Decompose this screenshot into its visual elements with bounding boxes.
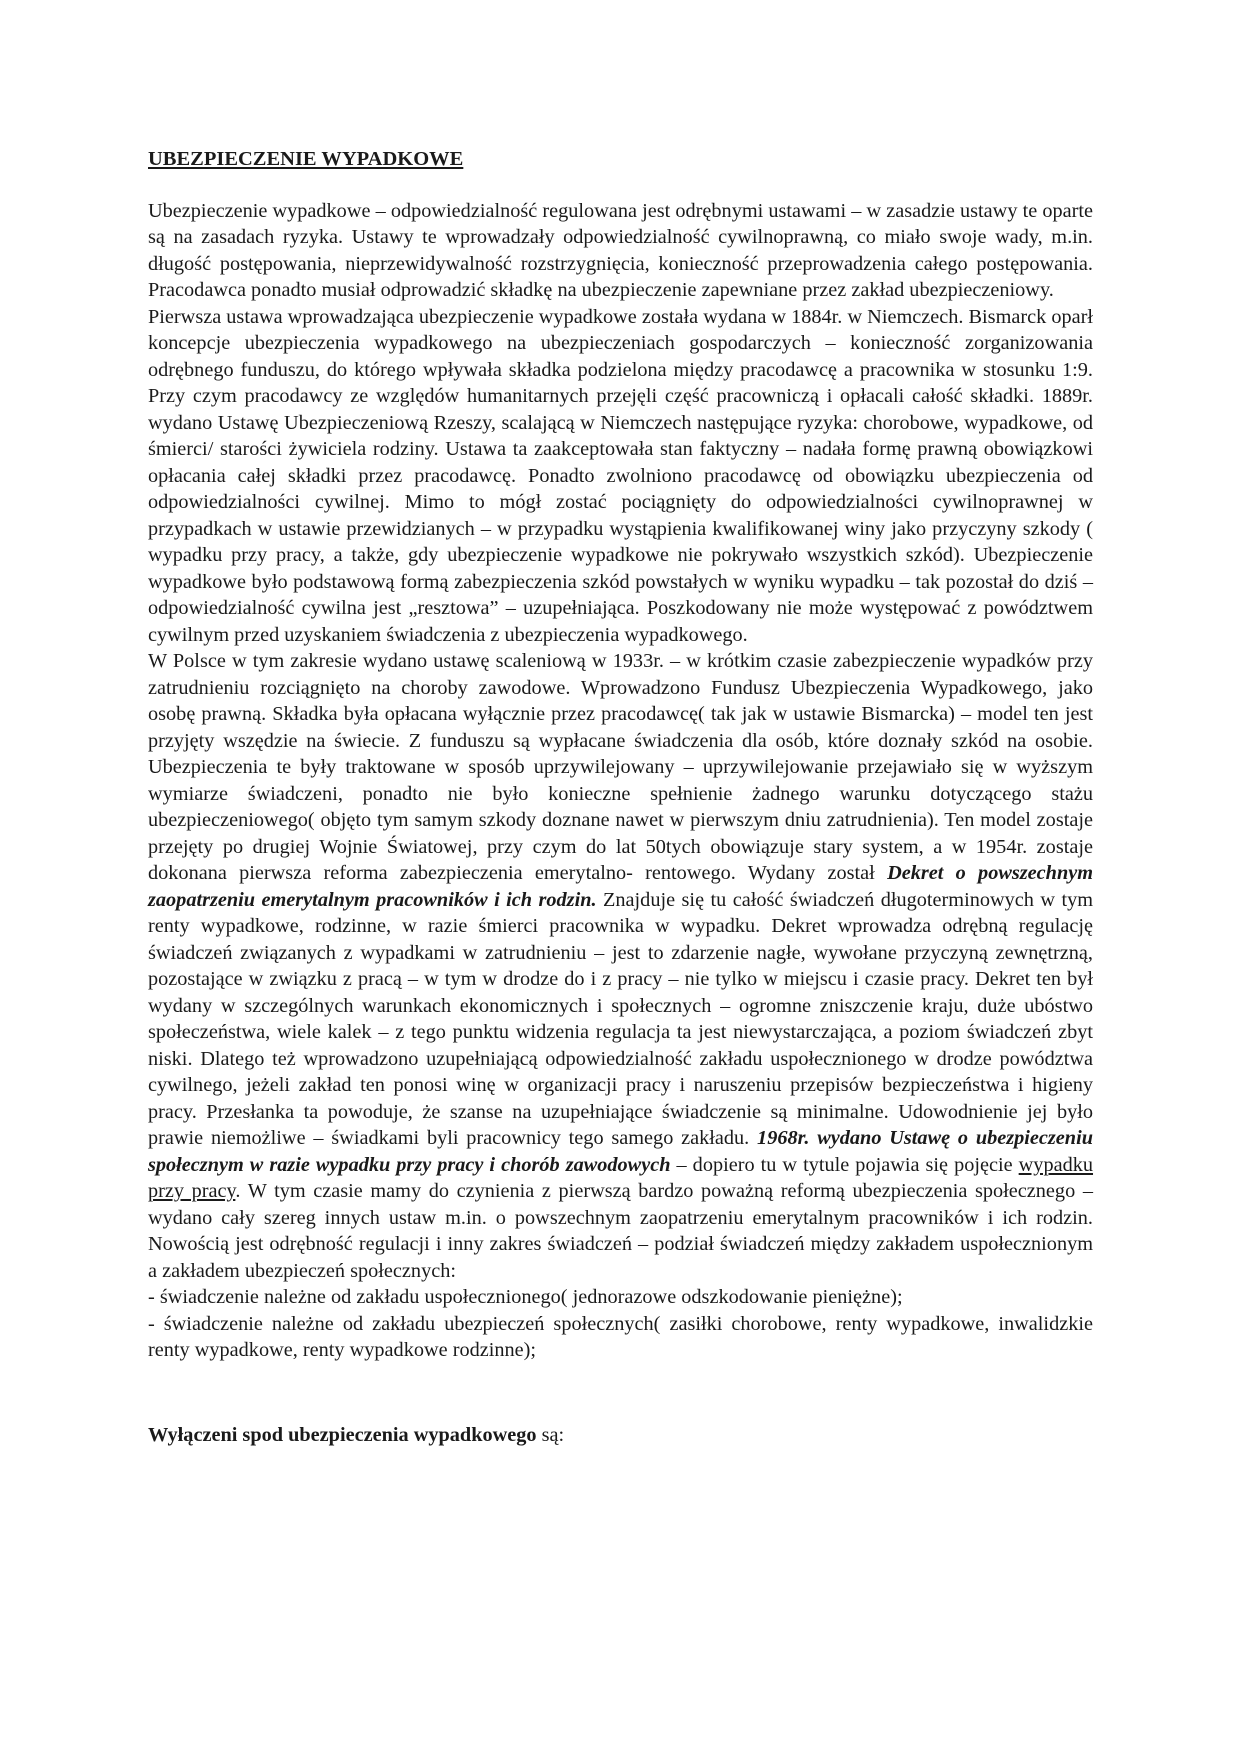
paragraph-3-text-4: . W tym czasie mamy do czynienia z pierwszą bardzo poważną reformą ubezpieczenia społecznego – wydano cały szereg innych ustaw m.in. o powszechnym zaopatrzeniu emerytalnym pracowników i ich rodzin. Nowością jest odrębność regulacji i inny zakres świadczeń – podział świadczeń między zakładem uspołecznionym a zakładem ubezpieczeń społecznych: [148, 1180, 1093, 1282]
paragraph-2: Pierwsza ustawa wprowadzająca ubezpieczenie wypadkowe została wydana w 1884r. w Niemczech. Bismarck oparł koncepcje ubezpieczenia wypadkowego na ubezpieczeniach gospodarczych – konieczność zorganizowania odrębnego funduszu, do którego wpływała składka podzielona między pracodawcę a pracownika w stosunku 1:9. Przy czym pracodawcy ze względów humanitarnych przejęli część pracowniczą i opłacali całość składki. 1889r. wydano Ustawę Ubezpieczeniową Rzeszy, scalającą w Niemczech następujące ryzyka: chorobowe, wypadkowe, od śmierci/ starości żywiciela rodziny. Ustawa ta zaakceptowała stan faktyczny – nadała formę prawną obowiązkowi opłacania całej składki przez pracodawcę. Ponadto zwolniono pracodawcę od obowiązku ubezpieczenia od odpowiedzialności cywilnej. Mimo to mógł zostać pociągnięty do odpowiedzialności cywilnoprawnej w przypadkach w ustawie przewidzianych – w przypadku wystąpienia kwalifikowanej winy jako przyczyny szkody ( wypadku przy pracy, a także, gdy ubezpieczenie wypadkowe nie pokrywało wszystkich szkód). Ubezpieczenie wypadkowe było podstawową formą zabezpieczenia szkód powstałych w wyniku wypadku – tak pozostał do dziś – odpowiedzialność cywilna jest „resztowa” – uzupełniająca. Poszkodowany nie może występować z powództwem cywilnym przed uzyskaniem świadczenia z ubezpieczenia wypadkowego. [148, 305, 1093, 646]
act-1968-title: 1968r. wydano Ustawę o ubezpieczeniu społecznym w razie wypadku przy pracy i chorób zawodowych [148, 1127, 1093, 1176]
paragraph-3-text-2: Znajduje się tu całość świadczeń długoterminowych w tym renty wypadkowe, rodzinne, w razie śmierci pracownika w wypadku. Dekret wprowadza odrębną regulację świadczeń związanych z wypadkami w zatrudnieniu – jest to zdarzenie nagłe, wywołane przyczyną zewnętrzną, pozostające w związku z pracą – w tym w drodze do i z pracy – nie tylko w miejscu i czasie pracy. Dekret ten był wydany w szczególnych warunkach ekonomicznych i społecznych – ogromne zniszczenie kraju, duże ubóstwo społeczeństwa, wiele kalek – z tego punktu widzenia regulacja ta jest niewystarczająca, a poziom świadczeń zbyt niski. Dlatego też wprowadzono uzupełniającą odpowiedzialność zakładu uspołecznionego w drodze powództwa cywilnego, jeżeli zakład ten ponosi winę w organizacji pracy i naruszeniu przepisów bezpieczeństwa i higieny pracy. Przesłanka ta powoduje, że szanse na uzupełniające świadczenie są minimalne. Udowodnienie jej było prawie niemożliwe – świadkami byli pracownicy tego samego zakładu. [148, 888, 1094, 1149]
document-page [148, 146, 1093, 1448]
decree-title: Dekret o powszechnym zaopatrzeniu emerytalnym pracowników i ich rodzin. [148, 862, 1093, 911]
list-item: - świadczenie należne od zakładu ubezpieczeń społecznych( zasiłki chorobowe, renty wypadkowe, inwalidzkie renty wypadkowe, renty wypadkowe rodzinne); [148, 1312, 1093, 1361]
list-item: - świadczenie należne od zakładu uspołecznionego( jednorazowe odszkodowanie pieniężne); [148, 1286, 903, 1308]
paragraph-3-text-1: W Polsce w tym zakresie wydano ustawę scaleniową w 1933r. – w krótkim czasie zabezpieczenie wypadków przy zatrudnieniu rozciągnięto na choroby zawodowe. Wprowadzono Fundusz Ubezpieczenia Wypadkowego, jako osobę prawną. Składka była opłacana wyłącznie przez pracodawcę( tak jak w ustawie Bismarcka) – model ten jest przyjęty wszędzie na świecie. Z funduszu są wypłacane świadczenia dla osób, które doznały szkód na osobie. Ubezpieczenia te były traktowane w sposób uprzywilejowany – uprzywilejowanie przejawiało się w wyższym wymiarze świadczeni, ponadto nie było konieczne spełnienie żadnego warunku dotyczącego stażu ubezpieczeniowego( objęto tym samym szkody doznane nawet w pierwszym dniu zatrudnienia). Ten model zostaje przejęty po drugiej Wojnie Światowej, przy czym do lat 50tych obowiązuje stary system, a w 1954r. zostaje dokonana pierwsza reforma zabezpieczenia emerytalno- rentowego. Wydany został [148, 650, 1093, 884]
document-title: UBEZPIECZENIE WYPADKOWE [148, 148, 464, 170]
term-wypadek-przy-pracy: wypadku przy pracy [148, 1153, 1094, 1202]
section-heading [148, 1422, 1093, 1449]
section-heading-bold: Wyłączeni spod ubezpieczenia wypadkowego [148, 1423, 537, 1446]
paragraph-1: Ubezpieczenie wypadkowe – odpowiedzialność regulowana jest odrębnymi ustawami – w zasadzie ustawy te oparte są na zasadach ryzyka. Ustawy te wprowadzały odpowiedzialność cywilnoprawną, co miało swoje wady, m.in. długość postępowania, nieprzewidywalność rozstrzygnięcia, konieczność przeprowadzenia całego postępowania. Pracodawca ponadto musiał odprowadzić składkę na ubezpieczenie zapewniane przez zakład ubezpieczeniowy. [148, 199, 1093, 301]
paragraph-3 [148, 648, 1093, 1284]
section-heading-rest: są: [536, 1423, 565, 1446]
paragraph-3-text-3: – dopiero tu w tytule pojawia się pojęcie [670, 1153, 1019, 1176]
